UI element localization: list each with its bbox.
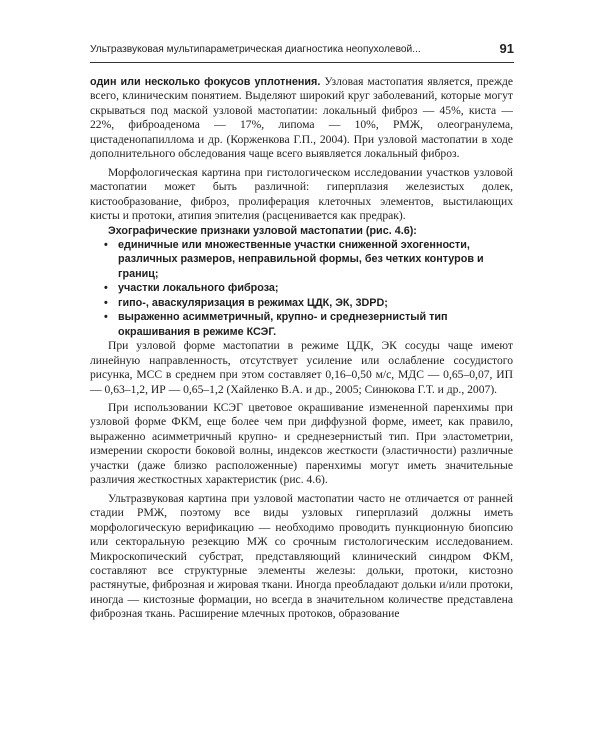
feature-list [90,238,513,339]
paragraph-1-text: Узловая мастопатия является, прежде всего, клиническим понятием. Выделяют широкий круг заболеваний, которые могут скрываться под маской узловой мастопатии: локальный фиброз — 45%, киста — 22%, фиброаденома — 17%, липома — 10%, РМЖ, олеогранулема, цистаденопапиллома и др. (Корженкова Г.П., 2004). При узловой мастопатии в ходе дополнительного обследования чаще всего выявляется локальный фиброз. [90,75,513,161]
paragraph-1 [90,75,513,162]
page-number: 91 [499,41,514,56]
list-item-text: участки локального фиброза; [118,282,279,295]
section-subheading: Эхографические признаки узловой мастопатии (рис. 4.6): [108,224,417,237]
bullet-icon: • [104,238,108,251]
bullet-icon: • [104,282,108,295]
list-item [90,310,513,339]
paragraph-5: Ультразвуковая картина при узловой мастопатии часто не отличается от ранней стадии РМЖ, поэтому все виды узловых гиперплазий должны иметь морфологическую верификацию — необходимо проводить пункционную биопсию или секторальную резекцию МЖ со срочным гистологическим исследованием. Микроскопический субстрат, представляющий клинический синдром ФКМ, составляют все структурные элементы железы: дольки, протоки, кистозно растянутые, фиброзная и жировая ткани. Иногда преобладают дольки и/или протоки, иногда — кистозные формации, но всегда в значительном количестве представлена фиброзная ткань. Расширение млечных протоков, образование [90,491,513,621]
paragraph-3: При узловой форме мастопатии в режиме ЦДК, ЭК сосуды чаще имеют линейную направленность, отсутствует усиление или ослабление сосудистого рисунка, МСС в среднем при этом составляет 0,16–0,50 м/с, МДС — 0,65–0,07, ИП — 0,63–1,2, ИР — 0,65–1,2 (Хайленко В.А. и др., 2005; Синюкова Г.Т. и др., 2007). [90,339,513,396]
running-title: Ультразвуковая мультипараметрическая диагностика неопухолевой... [90,44,421,55]
list-item-text: единичные или множественные участки сниженной эхогенности, различных размеров, неправильной формы, без четких контуров и границ; [118,238,484,280]
paragraph-2: Морфологическая картина при гистологическом исследовании участков узловой мастопатии может быть различной: гиперплазия железистых долек, кистообразование, фиброз, пролиферация клеточных элементов, выстилающих кисты и протоки, атипия эпителия (расценивается как предрак). [90,165,513,223]
list-item [90,281,513,295]
list-item-text: выраженно асимметричный, крупно- и среднезернистый тип окрашивания в режиме КСЭГ. [118,311,448,338]
list-item-text: гипо-, аваскуляризация в режимах ЦДК, ЭК, 3DPD; [118,296,388,309]
list-item [90,238,513,281]
paragraph-4: При использовании КСЭГ цветовое окрашивание измененной паренхимы при узловой форме ФКМ, еще более чем при диффузной форме, имеет, как правило, выраженно асимметричный крупно- и среднезернистый тип. При эластометрии, измерении скорости боковой волны, индексов жесткости (эластичности) различные участки (даже близко расположенные) паренхимы могут иметь значительные различия жесткостных характеристик (рис. 4.6). [90,400,513,487]
body-text [90,75,513,622]
list-item [90,296,513,310]
paragraph-1-bold-lead: один или несколько фокусов уплотнения. [90,76,321,88]
running-header [90,39,514,59]
header-rule [90,62,514,63]
bullet-icon: • [104,311,108,324]
bullet-icon: • [104,296,108,309]
